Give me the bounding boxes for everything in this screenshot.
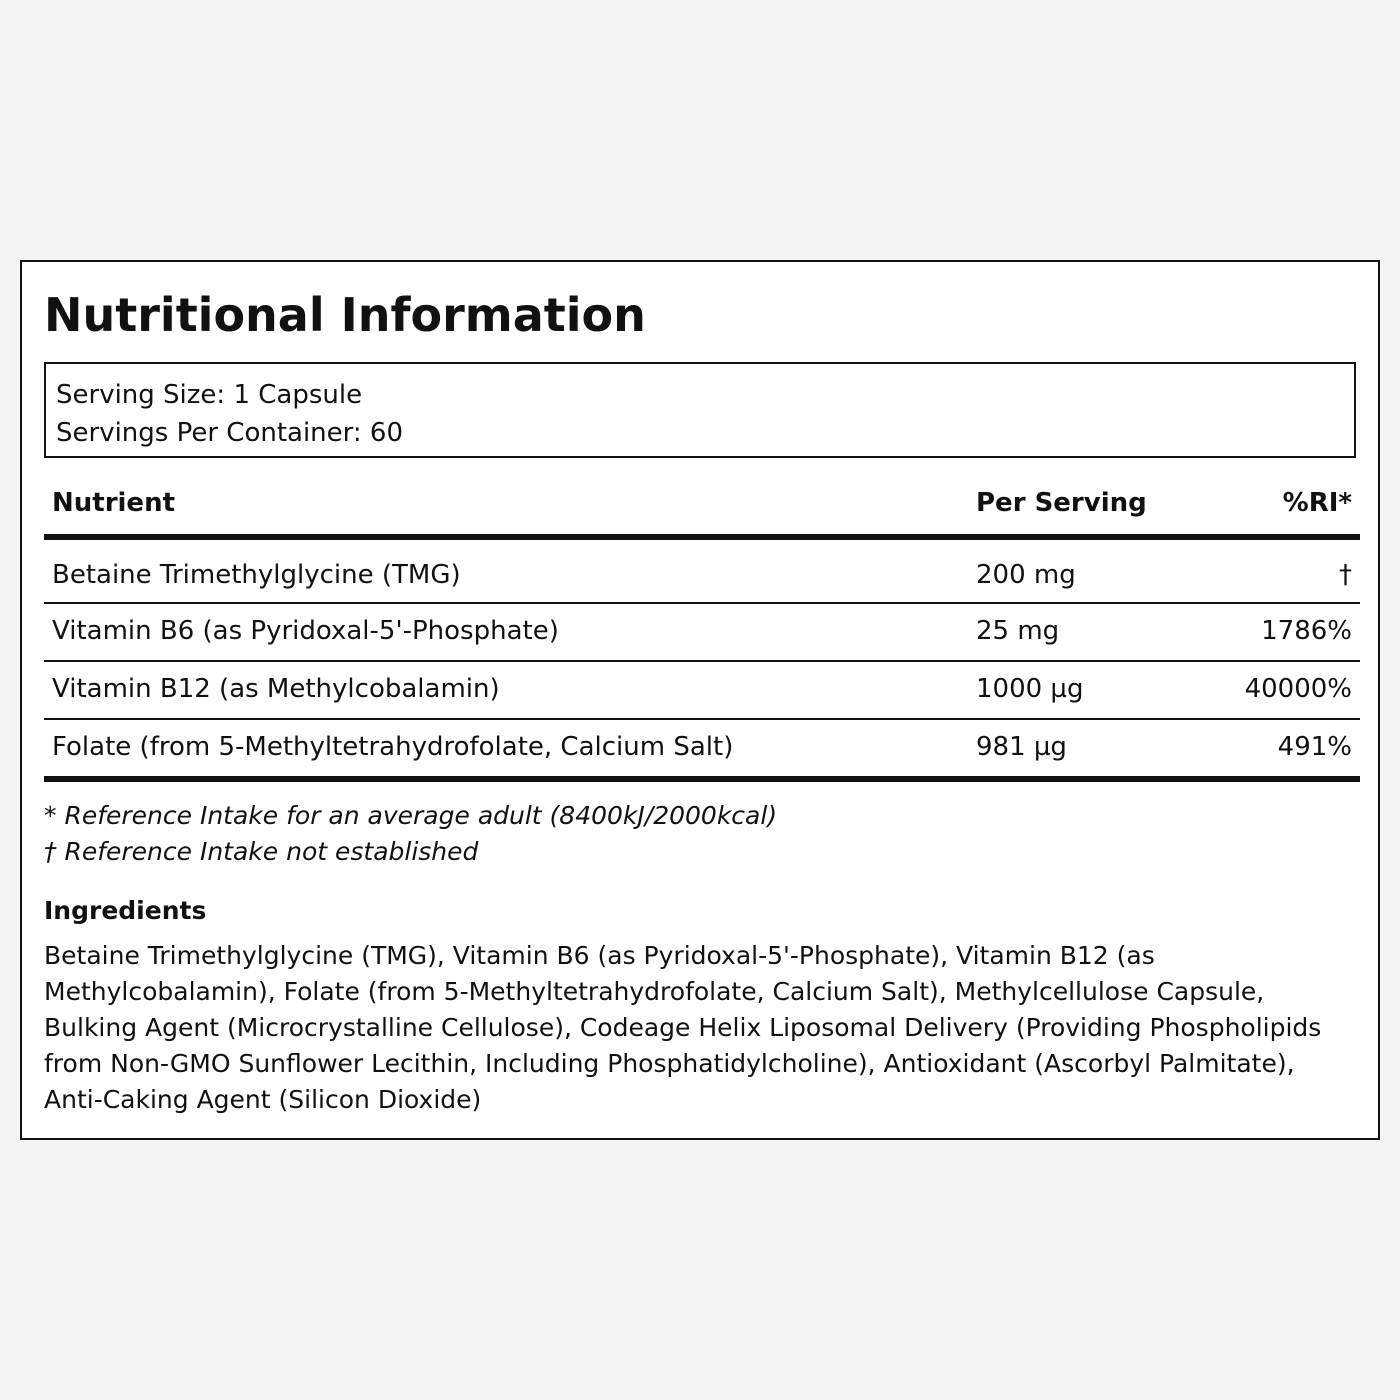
serving-info-box bbox=[44, 362, 1356, 458]
footnote-not-established: † Reference Intake not established bbox=[44, 837, 479, 866]
footnote-ri: * Reference Intake for an average adult (8400kJ/2000kcal) bbox=[44, 801, 778, 830]
nutrition-panel bbox=[20, 260, 1380, 1140]
ingredients-heading: Ingredients bbox=[44, 896, 207, 925]
footnotes bbox=[44, 798, 777, 870]
column-header-per-serving: Per Serving bbox=[976, 488, 1147, 518]
column-header-ri: %RI* bbox=[1282, 488, 1352, 518]
ingredients-text: Betaine Trimethylglycine (TMG), Vitamin B6 (as Pyridoxal-5'-Phosphate), Vitamin B12 (as Methylcobalamin), Folate (from 5-Methyltetrahydrofolate, Calcium Salt), Methylcellulose Capsule, Bulking Agent (Microcrystalline Cellulose), Codeage Helix Liposomal Delivery (Providing Phospholipids from Non-GMO Sunflower Lecithin, Including Phosphatidylcholine), Antioxidant (Ascorbyl Palmitate), Anti-Caking Agent (Silicon Dioxide) bbox=[44, 941, 1322, 1114]
nutrient-amount: 1000 µg bbox=[976, 674, 1084, 704]
nutrient-name: Vitamin B12 (as Methylcobalamin) bbox=[52, 674, 500, 704]
nutrient-name: Folate (from 5-Methyltetrahydrofolate, Calcium Salt) bbox=[52, 732, 734, 762]
nutrient-name: Betaine Trimethylglycine (TMG) bbox=[52, 560, 461, 590]
nutrient-name: Vitamin B6 (as Pyridoxal-5'-Phosphate) bbox=[52, 616, 559, 646]
table-header-row bbox=[44, 478, 1360, 540]
table-row bbox=[44, 604, 1360, 662]
nutrient-ri: 40000% bbox=[1244, 674, 1352, 704]
table-row bbox=[44, 662, 1360, 720]
table-row bbox=[44, 720, 1360, 782]
servings-per-container: Servings Per Container: 60 bbox=[56, 418, 404, 448]
nutrient-ri: 1786% bbox=[1261, 616, 1352, 646]
nutrient-table bbox=[44, 478, 1360, 782]
serving-size: Serving Size: 1 Capsule bbox=[56, 380, 363, 410]
nutrient-amount: 25 mg bbox=[976, 616, 1060, 646]
column-header-nutrient: Nutrient bbox=[52, 488, 176, 518]
table-row bbox=[44, 540, 1360, 604]
nutrient-amount: 200 mg bbox=[976, 560, 1076, 590]
nutrient-ri: † bbox=[1339, 560, 1352, 590]
page-title: Nutritional Information bbox=[44, 288, 646, 342]
nutrient-ri: 491% bbox=[1277, 732, 1352, 762]
nutrient-amount: 981 µg bbox=[976, 732, 1067, 762]
